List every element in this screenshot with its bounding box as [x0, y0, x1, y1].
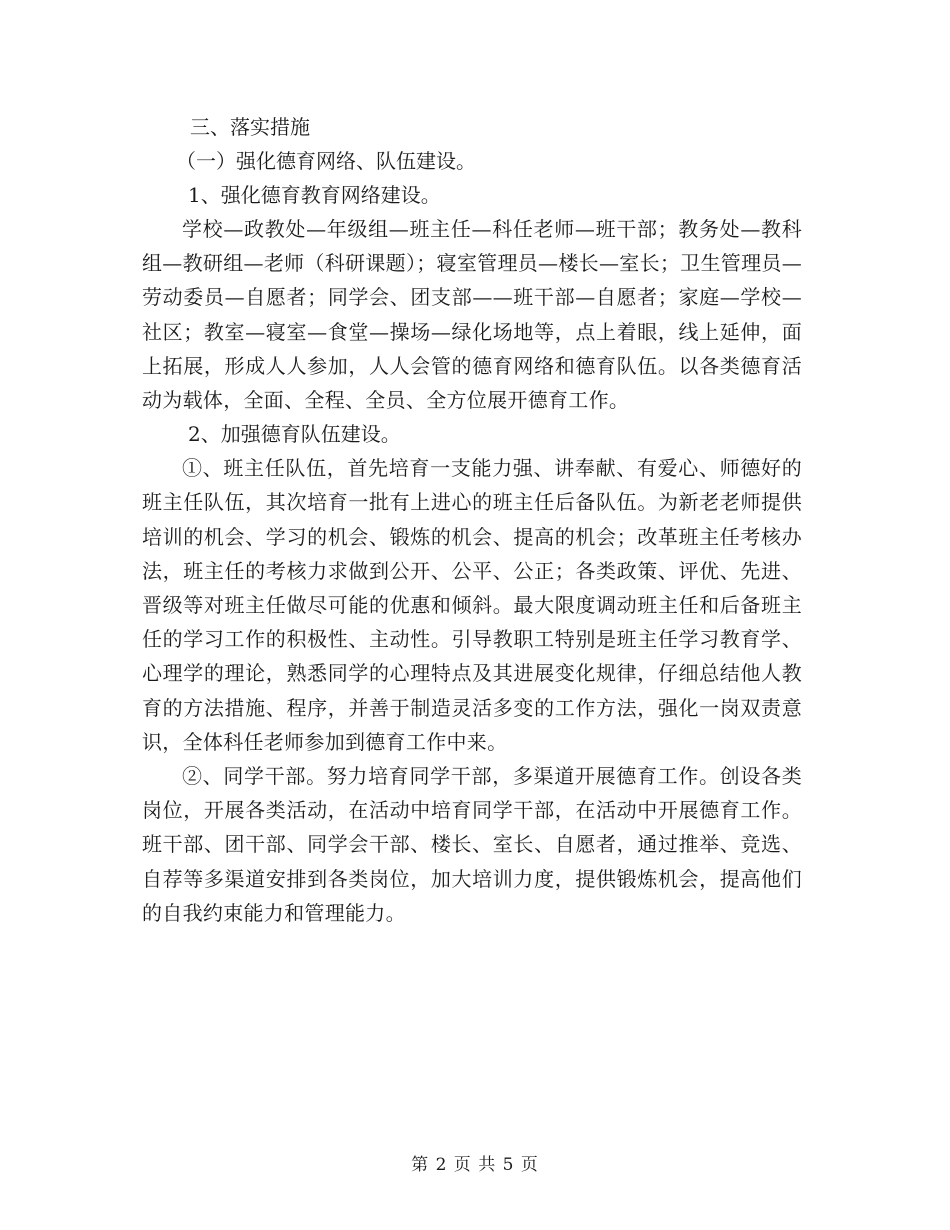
page-number-footer: 第 2 页 共 5 页: [411, 1155, 539, 1175]
item-1-title: 1、强化德育教育网络建设。: [188, 183, 441, 207]
item-1-paragraph: 学校—政教处—年级组—班主任—科任老师—班干部；教务处—教科组—教研组—老师（科研课题）；寝室管理员—楼长—室长；卫生管理员—劳动委员—自愿者；同学会、团支部——班干部—自愿者；家庭—学校—社区；教室—寝室—食堂—操场—绿化场地等，点上着眼，线上延伸，面上拓展，形成人人参加，人人会管的德育网络和德育队伍。以各类德育活动为载体，全面、全程、全员、全方位展开德育工作。: [142, 217, 802, 413]
item-2-point-2-paragraph: ②、同学干部。努力培育同学干部，多渠道开展德育工作。创设各类岗位，开展各类活动，在活动中培育同学干部，在活动中开展德育工作。班干部、团干部、同学会干部、楼长、室长、自愿者，通过推举、竞选、自荐等多渠道安排到各类岗位，加大培训力度，提供锻炼机会，提高他们的自我约束能力和管理能力。: [142, 764, 802, 925]
section-title: 三、落实措施: [190, 115, 310, 139]
subsection-title: （一）强化德育网络、队伍建设。: [176, 149, 476, 173]
item-2-title: 2、加强德育队伍建设。: [188, 422, 401, 447]
document-body: [142, 110, 802, 930]
item-2-point-1-paragraph: ①、班主任队伍，首先培育一支能力强、讲奉献、有爱心、师德好的班主任队伍，其次培育一批有上进心的班主任后备队伍。为新老老师提供培训的机会、学习的机会、锻炼的机会、提高的机会；改革班主任考核办法，班主任的考核力求做到公开、公平、公正；各类政策、评优、先进、晋级等对班主任做尽可能的优惠和倾斜。最大限度调动班主任和后备班主任的学习工作的积极性、主动性。引导教职工特别是班主任学习教育学、心理学的理论，熟悉同学的心理特点及其进展变化规律，仔细总结他人教育的方法措施、程序，并善于制造灵活多变的工作方法，强化一岗双责意识，全体科任老师参加到德育工作中来。: [142, 456, 802, 754]
